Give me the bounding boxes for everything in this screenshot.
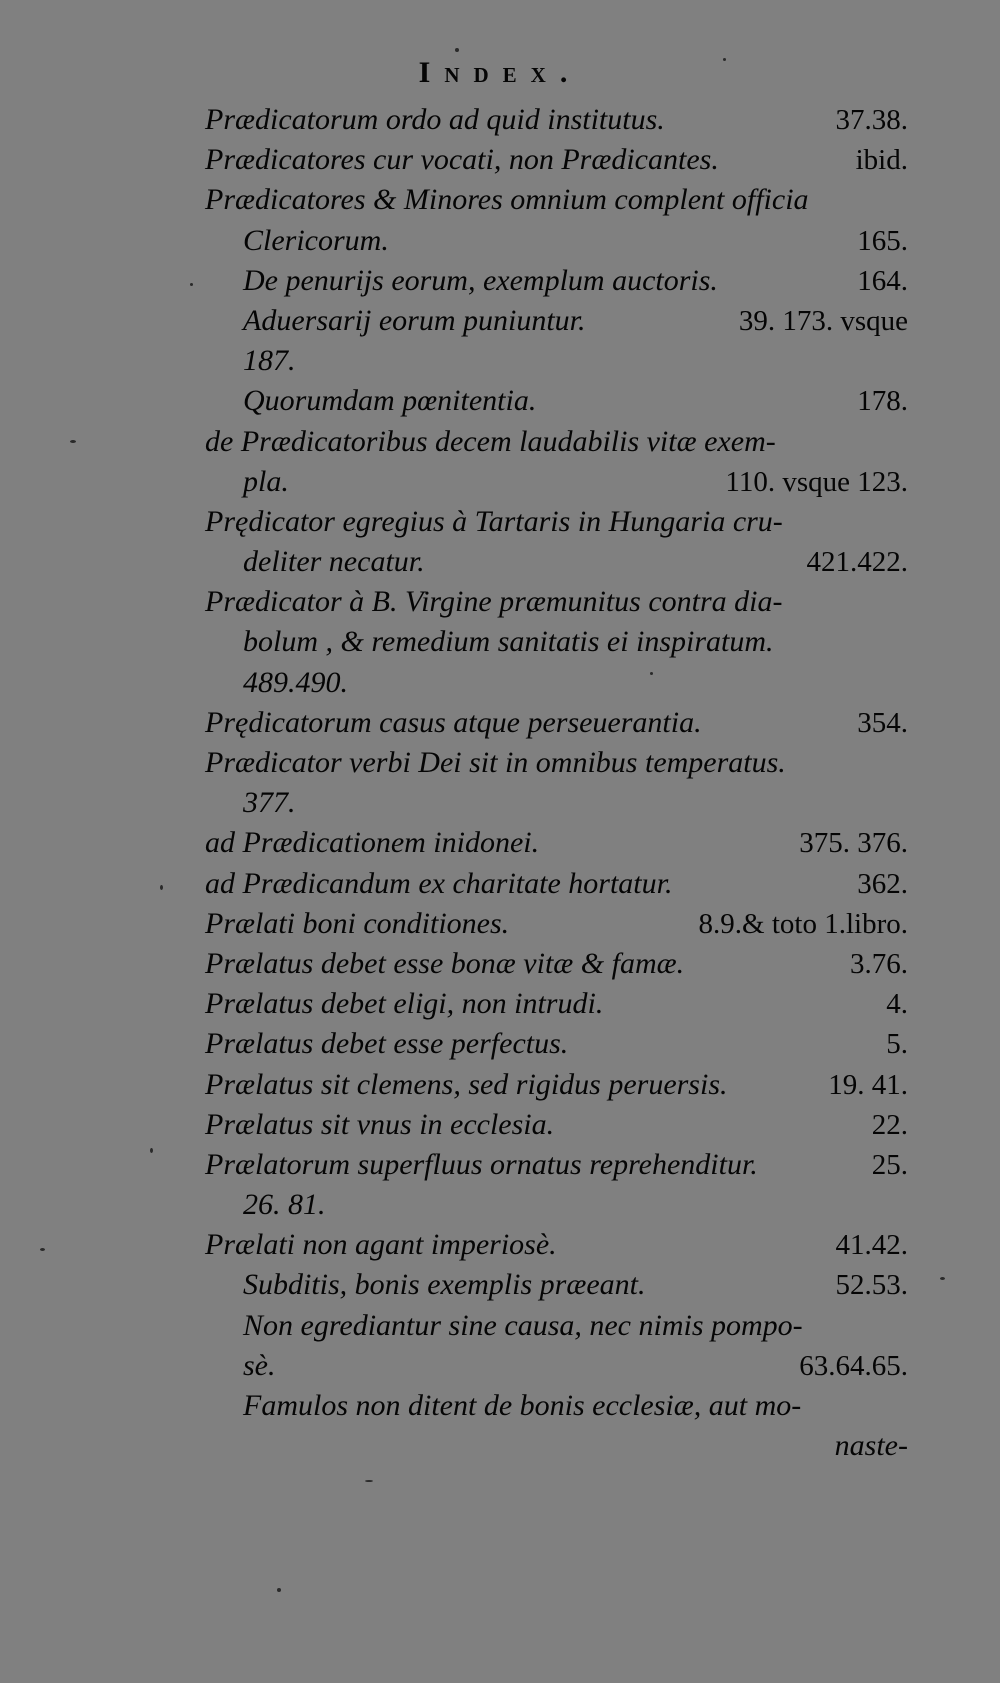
index-page-ref: ibid. xyxy=(855,144,908,177)
index-page-ref: 37.38. xyxy=(835,104,908,136)
index-entry-text: Prædicatorum ordo ad quid institutus. xyxy=(205,103,665,136)
index-entry-text: Prælatus debet eligi, non intrudi. xyxy=(205,987,604,1021)
index-entry-text: Prælatus sit clemens, sed rigidus peruersis. xyxy=(205,1067,728,1101)
index-entry-text: de Prædicatoribus decem laudabilis vitæ exem- xyxy=(205,424,776,458)
index-entry-text: pla. xyxy=(243,464,289,498)
index-line xyxy=(0,1306,1000,1346)
print-speck xyxy=(70,440,76,443)
index-line xyxy=(0,100,1000,140)
index-line xyxy=(0,221,1000,261)
index-line xyxy=(0,341,1000,381)
print-speck xyxy=(150,1148,153,1153)
index-line xyxy=(0,1346,1000,1386)
index-entry-text: sè. xyxy=(243,1348,276,1382)
index-page-ref: 110. vsque 123. xyxy=(725,465,908,498)
index-line xyxy=(0,1065,1000,1105)
index-entry-text: Aduersarij eorum puniuntur. xyxy=(243,303,586,337)
index-entry-text: Prælati non agant imperiosè. xyxy=(205,1228,557,1262)
page-header: Index. xyxy=(418,56,582,89)
index-line xyxy=(0,261,1000,301)
print-speck xyxy=(40,1248,45,1251)
index-line xyxy=(0,301,1000,341)
index-entry-text: Prędicatorum casus atque perseuerantia. xyxy=(205,705,702,739)
index-entry-text: 187. xyxy=(243,344,296,378)
index-line xyxy=(0,140,1000,180)
index-entry-text: Prædicatores cur vocati, non Prædicantes. xyxy=(205,143,719,177)
index-page-ref: 52.53. xyxy=(835,1269,908,1302)
index-line xyxy=(0,944,1000,984)
index-line xyxy=(0,582,1000,622)
index-line xyxy=(0,1105,1000,1145)
print-speck xyxy=(190,283,193,286)
index-line xyxy=(0,502,1000,542)
index-page-ref: 421.422. xyxy=(806,546,908,579)
print-speck xyxy=(940,1277,945,1280)
index-entry-text: Subditis, bonis exemplis præeant. xyxy=(243,1268,646,1302)
index-line xyxy=(0,542,1000,582)
index-entry-text: bolum , & remedium sanitatis ei inspiratum. xyxy=(243,625,774,659)
index-entry-text: 26. 81. xyxy=(243,1188,326,1222)
index-line xyxy=(0,180,1000,220)
index-line xyxy=(0,1265,1000,1305)
index-page-ref: 63.64.65. xyxy=(799,1349,908,1382)
index-page-ref: 8.9.& toto 1.libro. xyxy=(698,907,908,940)
index-page-ref: 354. xyxy=(857,706,908,739)
index-line xyxy=(0,1024,1000,1064)
index-entry-text: Quorumdam pœnitentia. xyxy=(243,384,537,418)
index-entry-text: 489.490. xyxy=(243,665,348,699)
print-speck xyxy=(650,672,653,675)
index-entry-text: Prælatorum superfluus ornatus reprehenditur. xyxy=(205,1147,758,1181)
index-entry-text: deliter necatur. xyxy=(243,545,425,579)
index-line xyxy=(0,904,1000,944)
index-entry-text: ad Prædicandum ex charitate hortatur. xyxy=(205,866,673,900)
index-page-ref: 39. 173. vsque xyxy=(738,304,908,337)
index-line xyxy=(0,864,1000,904)
index-line xyxy=(0,462,1000,502)
index-line xyxy=(0,622,1000,662)
index-page-ref: 3.76. xyxy=(850,947,908,980)
index-entry-text: Non egrediantur sine causa, nec nimis pompo- xyxy=(243,1308,803,1342)
index-entry-text: Prędicator egregius à Tartaris in Hungaria cru- xyxy=(205,504,783,538)
index-line xyxy=(0,823,1000,863)
index-page-ref: 41.42. xyxy=(835,1229,908,1262)
index-entry-text: Prædicator à B. Virgine præmunitus contra dia- xyxy=(205,585,783,619)
index-entry-text: ad Prædicationem inidonei. xyxy=(205,826,540,860)
index-entries xyxy=(0,100,1000,1466)
print-speck xyxy=(723,58,726,61)
index-line xyxy=(0,1386,1000,1426)
index-line xyxy=(0,1185,1000,1225)
index-entry-text: 377. xyxy=(243,786,296,820)
index-line xyxy=(0,381,1000,421)
index-page-ref: 4. xyxy=(886,988,908,1021)
index-page-ref: 164. xyxy=(857,264,908,297)
index-entry-text: Prædicator verbi Dei sit in omnibus temperatus. xyxy=(205,746,786,779)
print-speck xyxy=(455,48,459,52)
print-speck xyxy=(160,885,163,890)
index-line xyxy=(0,1426,1000,1466)
print-speck xyxy=(277,1588,281,1592)
index-entry-text: Prælatus sit vnus in ecclesia. xyxy=(205,1107,555,1141)
index-line xyxy=(0,1225,1000,1265)
index-entry-text: Famulos non ditent de bonis ecclesiæ, aut mo- xyxy=(243,1389,802,1422)
index-entry-text: De penurijs eorum, exemplum auctoris. xyxy=(243,263,718,297)
index-page-ref: 362. xyxy=(857,867,908,900)
index-line xyxy=(0,663,1000,703)
index-page-ref: 375. 376. xyxy=(799,827,908,860)
index-entry-text: Clericorum. xyxy=(243,223,389,257)
index-line xyxy=(0,743,1000,783)
print-speck xyxy=(365,1480,373,1482)
index-page-ref: 178. xyxy=(857,385,908,418)
index-line xyxy=(0,783,1000,823)
index-line xyxy=(0,422,1000,462)
index-line xyxy=(0,703,1000,743)
index-page-ref: 5. xyxy=(886,1028,908,1061)
index-entry-text: Prælatus debet esse perfectus. xyxy=(205,1027,569,1061)
index-entry-text: Prædicatores & Minores omnium complent officia xyxy=(205,183,809,217)
index-entry-text: Prælatus debet esse bonæ vitæ & famæ. xyxy=(205,946,685,980)
index-page-ref: 165. xyxy=(857,224,908,257)
index-page-ref: 22. xyxy=(871,1108,908,1141)
index-page-ref: 19. 41. xyxy=(828,1068,908,1101)
index-line xyxy=(0,984,1000,1024)
catchword: naste- xyxy=(834,1429,908,1463)
index-entry-text: Prælati boni conditiones. xyxy=(205,906,510,940)
index-page-ref: 25. xyxy=(871,1148,908,1181)
